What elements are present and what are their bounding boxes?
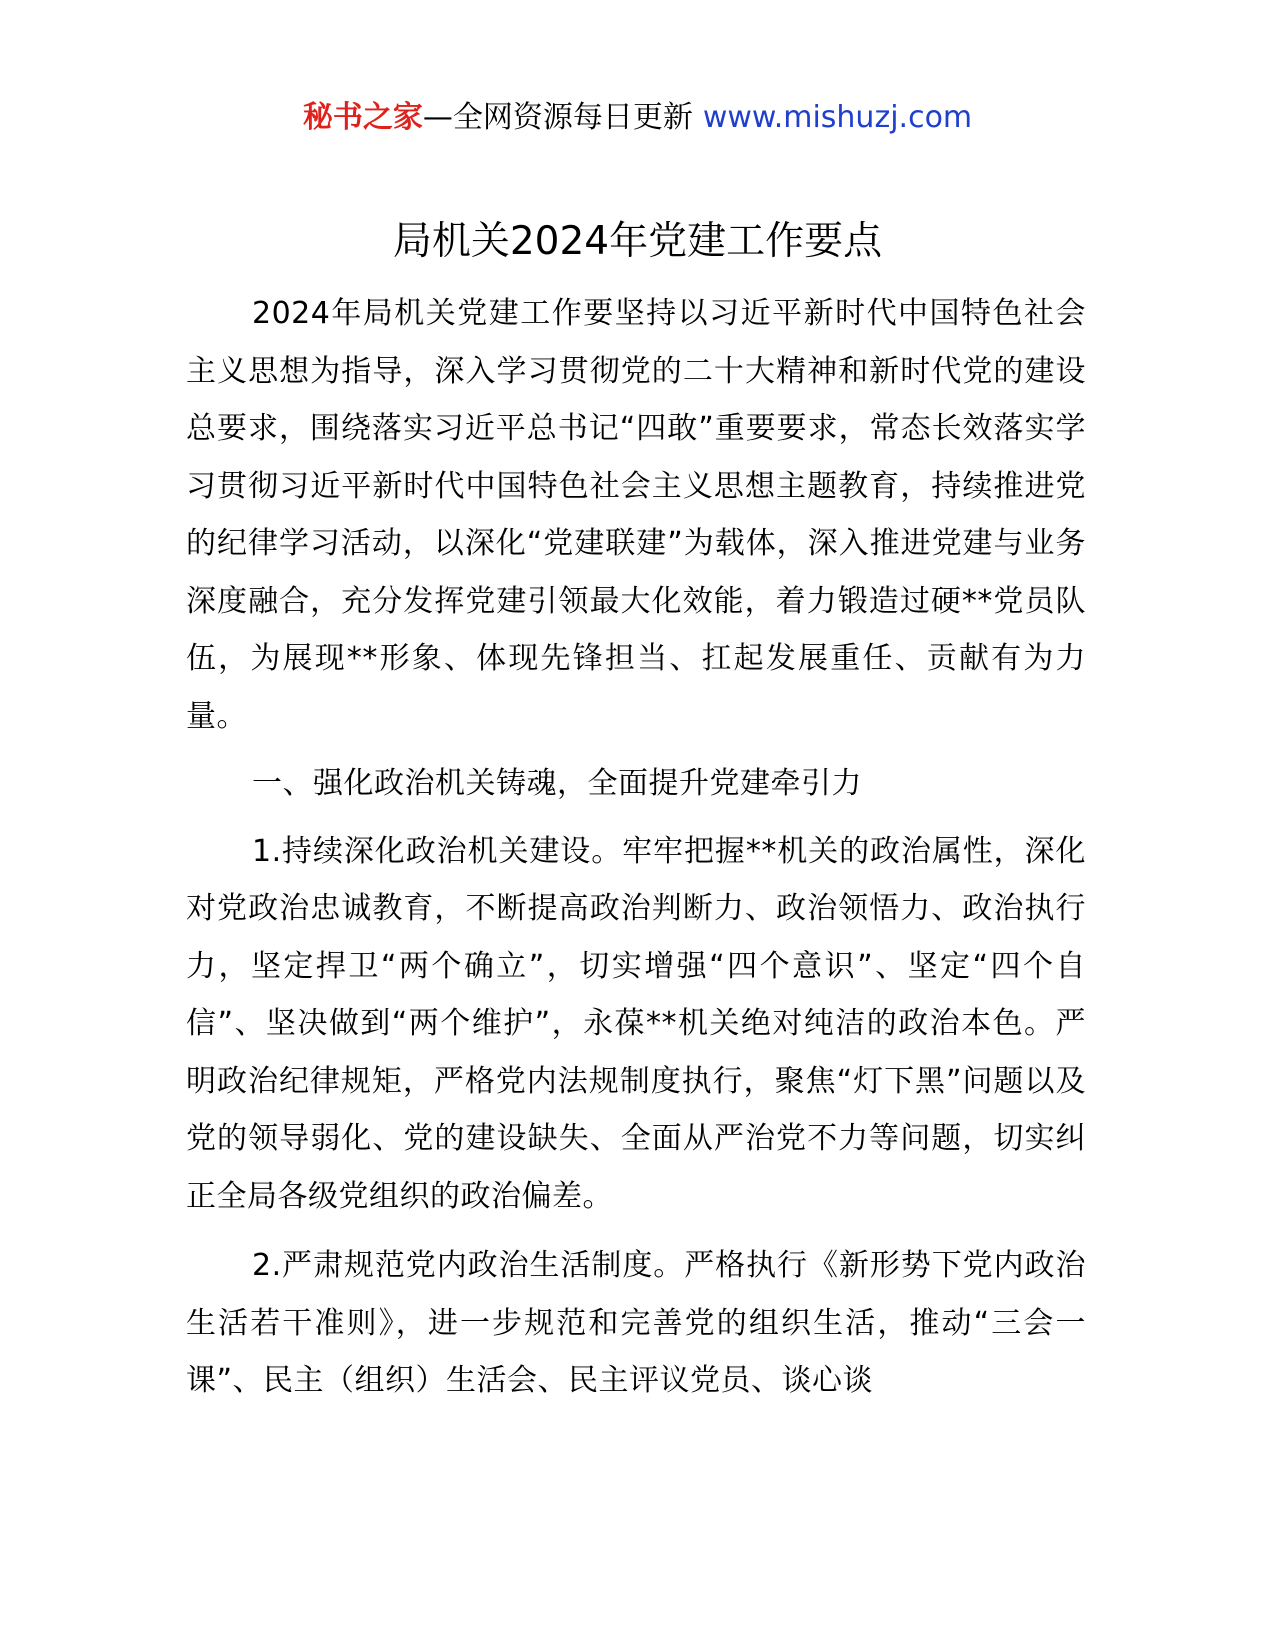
header-tagline: —全网资源每日更新 [422, 100, 693, 135]
document-title: 局机关2024年党建工作要点 [392, 219, 883, 264]
brand-name: 秘书之家 [302, 100, 423, 135]
header-banner [0, 98, 1275, 138]
document-body [186, 285, 1086, 1410]
site-url-link[interactable]: www.mishuzj.com [702, 100, 973, 135]
section-heading: 一、强化政治机关铸魂，全面提升党建牵引力 [252, 766, 862, 801]
item-2-paragraph: 2.严肃规范党内政治生活制度。严格执行《新形势下党内政治生活若干准则》，进一步规范和完善党的组织生活，推动“三会一课”、民主（组织）生活会、民主评议党员、谈心谈 [186, 1248, 1086, 1398]
intro-paragraph: 2024年局机关党建工作要坚持以习近平新时代中国特色社会主义思想为指导，深入学习贯彻党的二十大精神和新时代党的建设总要求，围绕落实习近平总书记“四敢”重要要求，常态长效落实学习贯彻习近平新时代中国特色社会主义思想主题教育，持续推进党的纪律学习活动，以深化“党建联建”为载体，深入推进党建与业务深度融合，充分发挥党建引领最大化效能，着力锻造过硬**党员队伍，为展现**形象、体现先锋担当、扛起发展重任、贡献有为力量。 [186, 296, 1086, 734]
item-1-paragraph: 1.持续深化政治机关建设。牢牢把握**机关的政治属性，深化对党政治忠诚教育，不断提高政治判断力、政治领悟力、政治执行力，坚定捍卫“两个确立”，切实增强“四个意识”、坚定“四个自信”、坚决做到“两个维护”，永葆**机关绝对纯洁的政治本色。严明政治纪律规矩，严格党内法规制度执行，聚焦“灯下黑”问题以及党的领导弱化、党的建设缺失、全面从严治党不力等问题，切实纠正全局各级党组织的政治偏差。 [186, 833, 1086, 1214]
